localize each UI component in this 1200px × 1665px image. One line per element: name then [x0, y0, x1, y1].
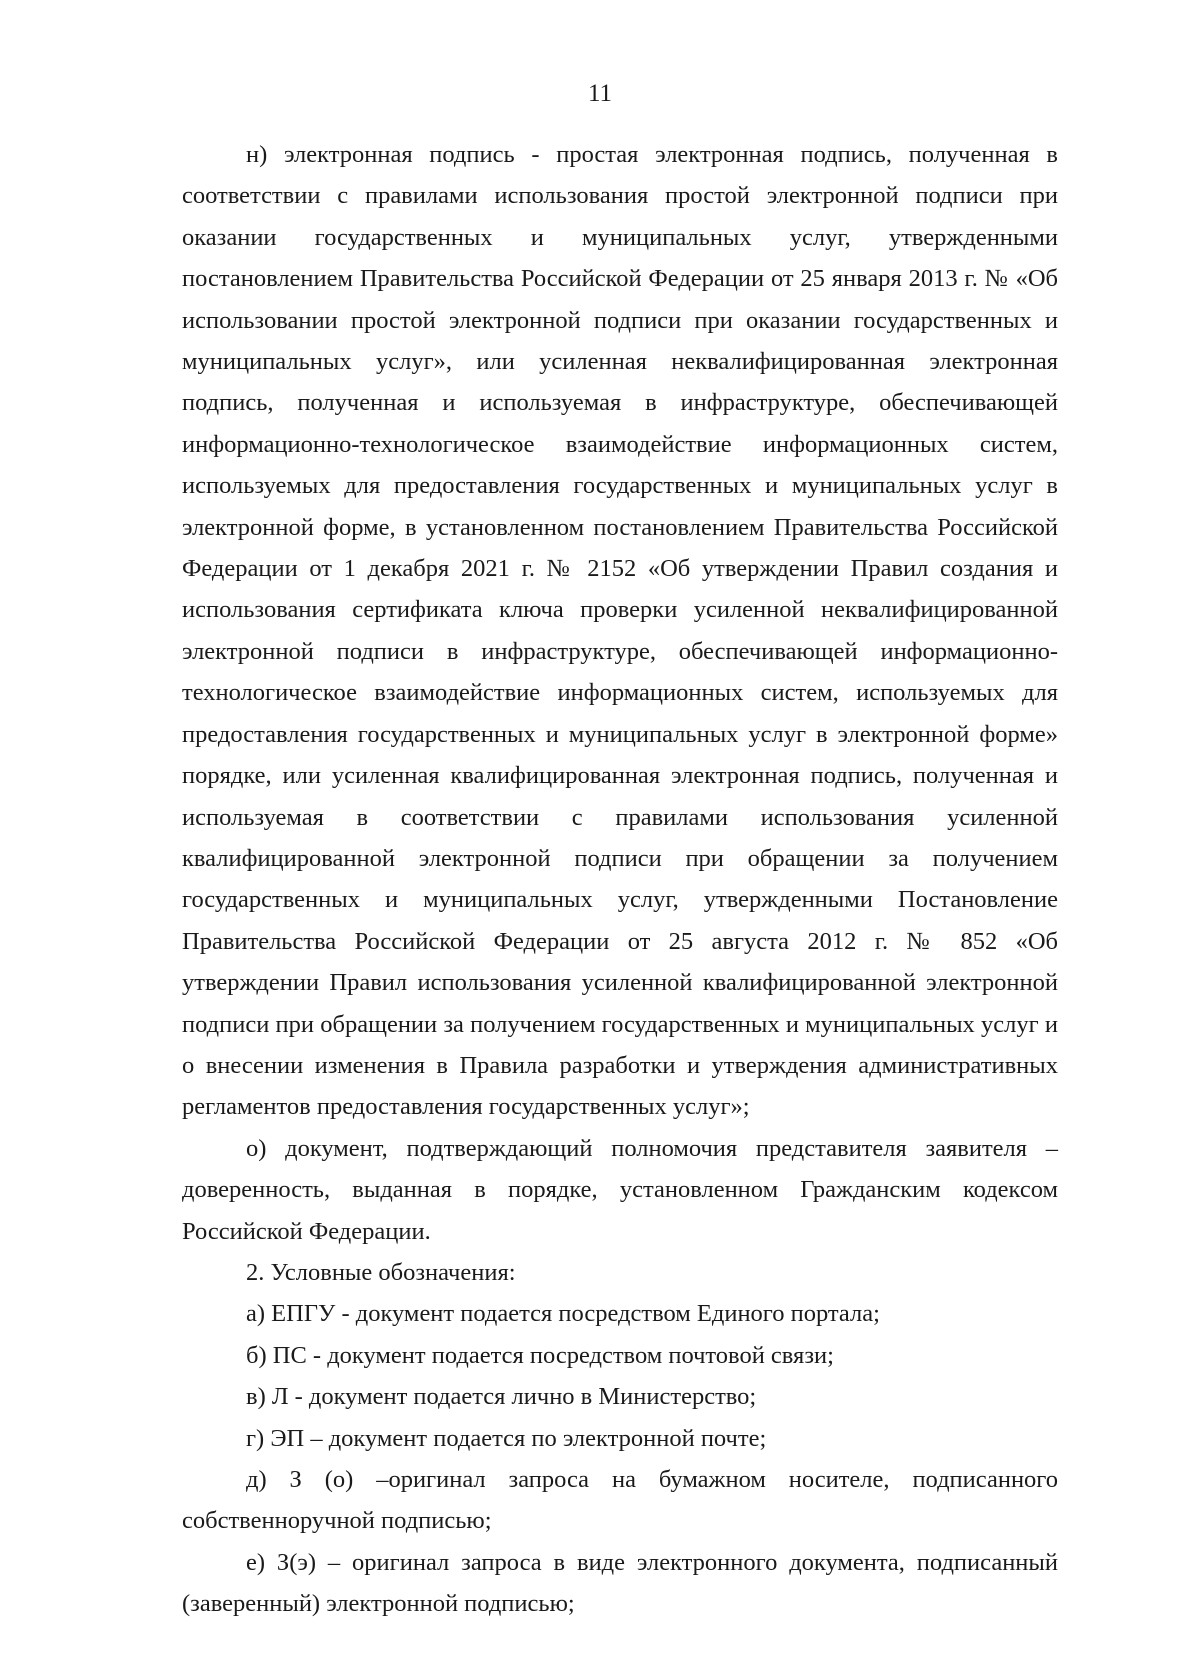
legend-item-epgu: а) ЕПГУ - документ подается посредством Единого портала; — [246, 1300, 880, 1328]
section-2-heading: 2. Условные обозначения: — [246, 1258, 516, 1286]
legend-item-l: в) Л - документ подается лично в Министерство; — [246, 1383, 757, 1411]
page-number: 11 — [587, 80, 613, 107]
legend-item-z-e: е) З(э) – оригинал запроса в виде электронного документа, подписанный (заверенный) электронной подписью; — [182, 1548, 1058, 1618]
legend-item-ps: б) ПС - документ подается посредством почтовой связи; — [246, 1341, 834, 1369]
legend-item-ep: г) ЭП – документ подается по электронной почте; — [246, 1424, 767, 1452]
document-body — [182, 134, 1058, 1625]
legend-item-z-o: д) З (о) –оригинал запроса на бумажном носителе, подписанного собственноручной подписью; — [182, 1466, 1058, 1535]
paragraph-n-electronic-signature: н) электронная подпись - простая электронная подпись, полученная в соответствии с правилами использования простой электронной подписи при оказании государственных и муниципальных услуг, утвержденными постановлением Правительства Российской Федерации от 25 января 2013 г. № «Об использовании простой электронной подписи при оказании государственных и муниципальных услуг», или усиленная неквалифицированная электронная подпись, полученная и используемая в инфраструктуре, обеспечивающей информационно-технологическое взаимодействие информационных систем, используемых для предоставления государственных и муниципальных услуг в электронной форме, в установленном постановлением Правительства Российской Федерации от 1 декабря 2021 г. № 2152 «Об утверждении Правил создания и использования сертификата ключа проверки усиленной неквалифицированной электронной подписи в инфраструктуре, обеспечивающей информационно-технологическое взаимодействие информационных систем, используемых для предоставления государственных и муниципальных услуг в электронной форме» порядке, или усиленная квалифицированная электронная подпись, полученная и используемая в соответствии с правилами использования усиленной квалифицированной электронной подписи при обращении за получением государственных и муниципальных услуг, утвержденными Постановление Правительства Российской Федерации от 25 августа 2012 г. № 852 «Об утверждении Правил использования усиленной квалифицированной электронной подписи при обращении за получением государственных и муниципальных услуг и о внесении изменения в Правила разработки и утверждения административных регламентов предоставления государственных услуг»; — [182, 141, 1058, 1121]
paragraph-o-power-of-attorney: о) документ, подтверждающий полномочия представителя заявителя – доверенность, выданная в порядке, установленном Гражданским кодексом Российской Федерации. — [182, 1134, 1058, 1245]
